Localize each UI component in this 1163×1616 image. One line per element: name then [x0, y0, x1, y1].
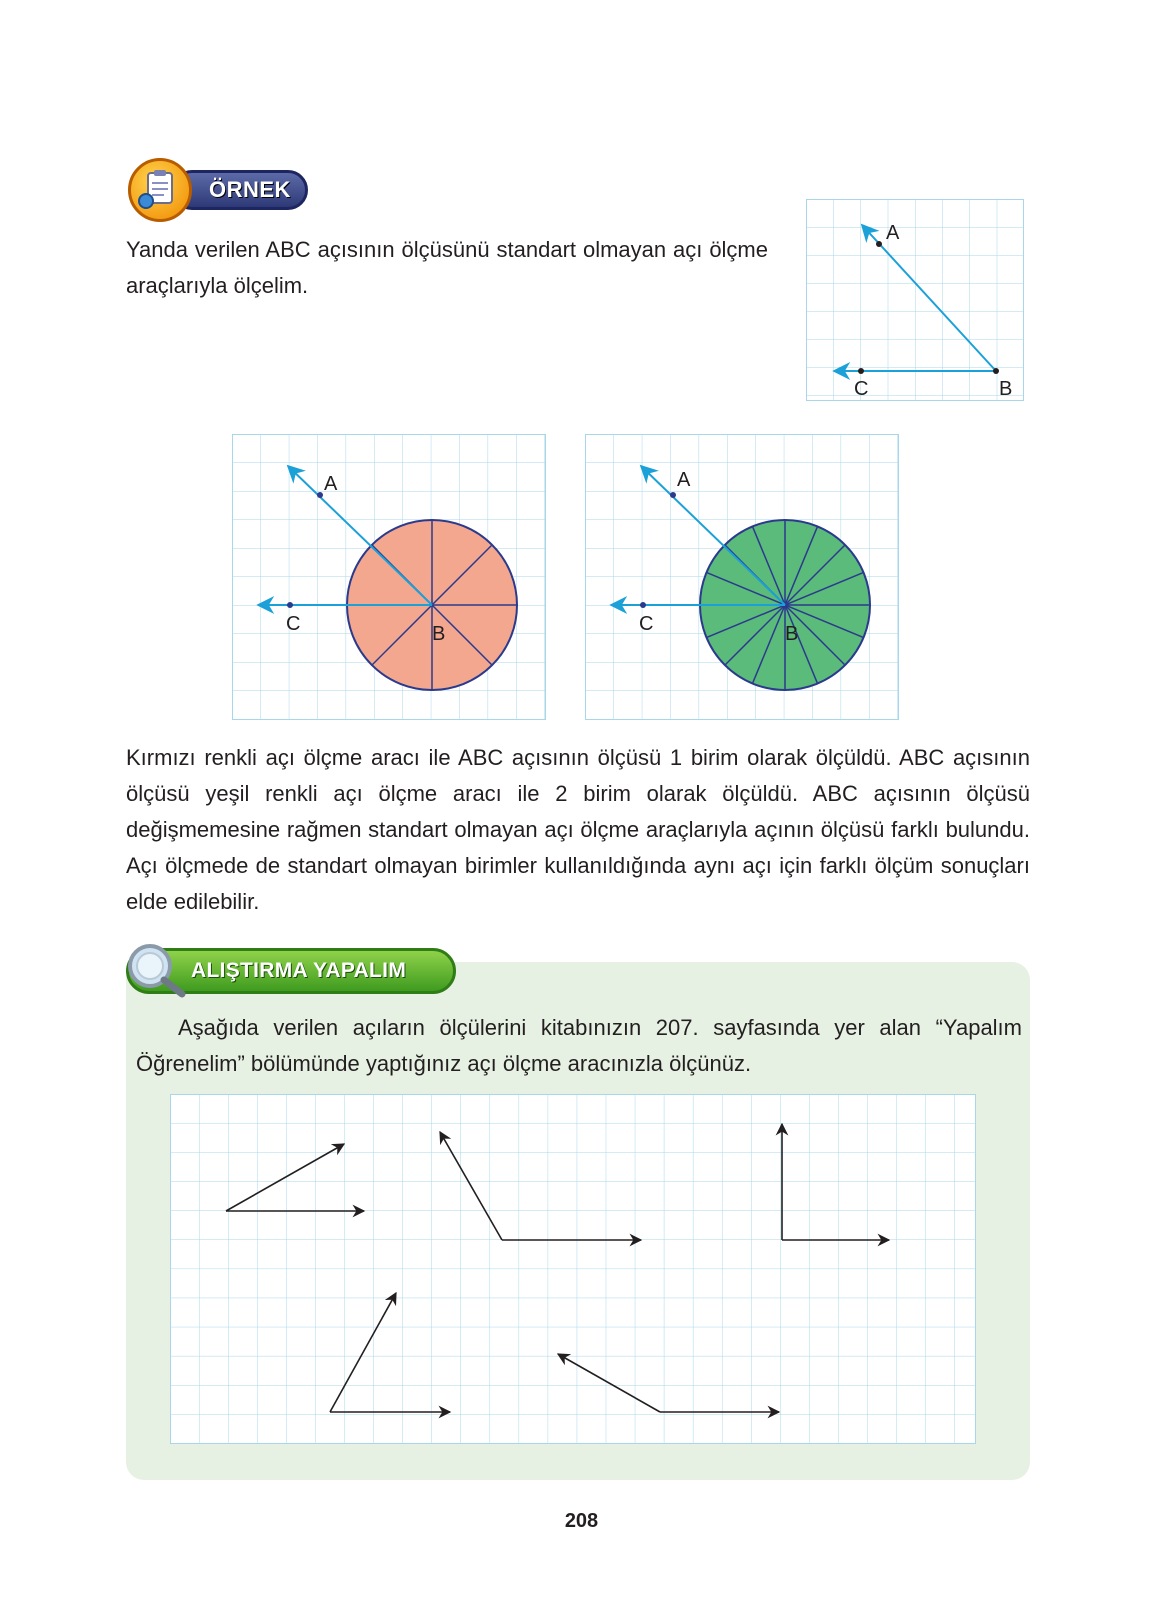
label-b: B — [999, 378, 1013, 400]
green-tool-figure — [585, 434, 899, 720]
intro-text: Yanda verilen ABC açısının ölçüsünü standart olmayan açı ölçme araçlarıyla ölçelim. — [126, 237, 768, 298]
label-a: A — [324, 473, 338, 495]
example-angle-figure — [806, 199, 1024, 401]
label-a: A — [886, 222, 900, 244]
label-b: B — [432, 623, 446, 645]
point-a-dot — [317, 492, 323, 498]
label-b: B — [785, 623, 799, 645]
point-b-dot — [993, 368, 999, 374]
clipboard-icon — [128, 158, 192, 222]
label-c: C — [286, 613, 301, 635]
practice-instruction: Aşağıda verilen açıların ölçülerini kitabınızın 207. sayfasında yer alan “Yapalım Öğrenelim” bölümünde yaptığınız açı ölçme aracınızla ölçünüz. — [136, 1015, 1022, 1076]
point-c-dot — [640, 602, 646, 608]
label-c: C — [854, 378, 869, 400]
red-tool-figure — [232, 434, 546, 720]
ornek-badge — [128, 158, 314, 222]
explanation-text: Kırmızı renkli açı ölçme aracı ile ABC açısının ölçüsü 1 birim olarak ölçüldü. ABC açısının ölçüsü yeşil renkli açı ölçme aracı ile 2 birim olarak ölçüldü. ABC açısının ölçüsü değişmemesine rağmen standart olmayan açı ölçme araçlarıyla açının ölçüsü farklı bulundu. Açı ölçmede de standart olmayan birimler kullanıldığında aynı açı için farklı ölçüm sonuçları elde edilebilir. — [126, 745, 1030, 914]
label-a: A — [677, 469, 691, 491]
point-a-dot — [876, 241, 882, 247]
point-c-dot — [287, 602, 293, 608]
practice-badge — [126, 944, 466, 1000]
point-a-dot — [670, 492, 676, 498]
ornek-label: ÖRNEK — [172, 170, 308, 210]
point-c-dot — [858, 368, 864, 374]
magnifier-icon — [120, 940, 192, 998]
label-c: C — [639, 613, 654, 635]
practice-label: ALIŞTIRMA YAPALIM — [126, 948, 456, 994]
practice-angles-grid — [170, 1094, 976, 1444]
page-number: 208 — [564, 1510, 599, 1532]
